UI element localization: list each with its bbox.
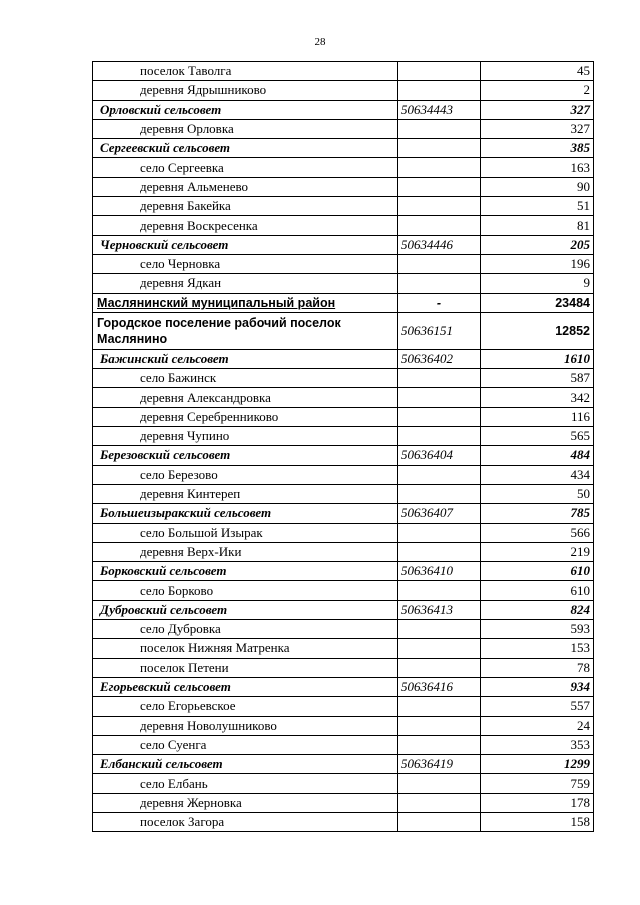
oktmo-code — [398, 542, 481, 561]
settlement-row — [93, 274, 594, 293]
population-table — [92, 61, 594, 832]
settlement-row — [93, 581, 594, 600]
settlement-name: село Березово — [93, 465, 398, 484]
settlement-row — [93, 158, 594, 177]
council-row — [93, 446, 594, 465]
oktmo-code — [398, 812, 481, 831]
oktmo-code — [398, 774, 481, 793]
oktmo-code — [398, 427, 481, 446]
oktmo-code — [398, 697, 481, 716]
settlement-row — [93, 62, 594, 81]
settlement-row — [93, 658, 594, 677]
oktmo-code — [398, 388, 481, 407]
oktmo-code — [398, 484, 481, 503]
population-value: 196 — [481, 254, 594, 273]
population-value: 1299 — [481, 755, 594, 774]
council-row — [93, 504, 594, 523]
oktmo-code — [398, 369, 481, 388]
population-value: 327 — [481, 100, 594, 119]
page-number: 28 — [314, 36, 326, 48]
settlement-row — [93, 735, 594, 754]
population-value: 1610 — [481, 349, 594, 368]
settlement-row — [93, 427, 594, 446]
settlement-row — [93, 523, 594, 542]
population-value: 24 — [481, 716, 594, 735]
settlement-name: деревня Серебренниково — [93, 407, 398, 426]
settlement-name: деревня Жерновка — [93, 793, 398, 812]
settlement-name: деревня Новолушниково — [93, 716, 398, 735]
oktmo-code — [398, 216, 481, 235]
population-value: 385 — [481, 139, 594, 158]
oktmo-code: 50636416 — [398, 677, 481, 696]
population-value: 610 — [481, 562, 594, 581]
population-value: 2 — [481, 81, 594, 100]
settlement-name: деревня Альменево — [93, 177, 398, 196]
oktmo-code — [398, 158, 481, 177]
population-value: 9 — [481, 274, 594, 293]
settlement-name: село Бажинск — [93, 369, 398, 388]
settlement-name: село Егорьевское — [93, 697, 398, 716]
settlement-name: село Борково — [93, 581, 398, 600]
population-value: 45 — [481, 62, 594, 81]
settlement-name: деревня Орловка — [93, 119, 398, 138]
oktmo-code: 50636419 — [398, 755, 481, 774]
council-row — [93, 349, 594, 368]
population-value: 342 — [481, 388, 594, 407]
population-value: 353 — [481, 735, 594, 754]
population-value: 90 — [481, 177, 594, 196]
population-value: 163 — [481, 158, 594, 177]
settlement-name: село Сергеевка — [93, 158, 398, 177]
settlement-row — [93, 81, 594, 100]
settlement-row — [93, 774, 594, 793]
district-row — [93, 293, 594, 312]
settlement-name: поселок Загора — [93, 812, 398, 831]
settlement-row — [93, 639, 594, 658]
settlement-row — [93, 197, 594, 216]
population-value: 153 — [481, 639, 594, 658]
council-name: Бажинский сельсовет — [93, 349, 398, 368]
council-row — [93, 139, 594, 158]
settlement-row — [93, 119, 594, 138]
oktmo-code: 50636402 — [398, 349, 481, 368]
settlement-name: деревня Верх-Ики — [93, 542, 398, 561]
oktmo-code — [398, 407, 481, 426]
population-value: 116 — [481, 407, 594, 426]
oktmo-code — [398, 274, 481, 293]
population-value: 824 — [481, 600, 594, 619]
oktmo-code — [398, 119, 481, 138]
oktmo-code — [398, 254, 481, 273]
council-name: Дубровский сельсовет — [93, 600, 398, 619]
oktmo-code: - — [398, 293, 481, 312]
population-value: 51 — [481, 197, 594, 216]
council-name: Большеизыракский сельсовет — [93, 504, 398, 523]
urban-settlement-name: Городское поселение рабочий поселок Маслянино — [93, 312, 398, 349]
council-name: Борковский сельсовет — [93, 562, 398, 581]
settlement-name: деревня Александровка — [93, 388, 398, 407]
council-row — [93, 562, 594, 581]
settlement-name: село Суенга — [93, 735, 398, 754]
population-value: 759 — [481, 774, 594, 793]
settlement-row — [93, 620, 594, 639]
population-value: 565 — [481, 427, 594, 446]
district-name: Маслянинский муниципальный район — [93, 293, 398, 312]
population-value: 484 — [481, 446, 594, 465]
settlement-row — [93, 793, 594, 812]
council-name: Орловский сельсовет — [93, 100, 398, 119]
council-row — [93, 677, 594, 696]
oktmo-code — [398, 177, 481, 196]
settlement-row — [93, 407, 594, 426]
settlement-row — [93, 812, 594, 831]
population-value: 557 — [481, 697, 594, 716]
population-value: 205 — [481, 235, 594, 254]
population-value: 934 — [481, 677, 594, 696]
oktmo-code: 50634443 — [398, 100, 481, 119]
population-value: 434 — [481, 465, 594, 484]
settlement-row — [93, 388, 594, 407]
settlement-row — [93, 254, 594, 273]
oktmo-code — [398, 639, 481, 658]
settlement-name: деревня Чупино — [93, 427, 398, 446]
settlement-name: деревня Бакейка — [93, 197, 398, 216]
settlement-name: деревня Воскресенка — [93, 216, 398, 235]
settlement-row — [93, 697, 594, 716]
urban-row — [93, 312, 594, 349]
population-value: 587 — [481, 369, 594, 388]
council-name: Березовский сельсовет — [93, 446, 398, 465]
oktmo-code — [398, 62, 481, 81]
settlement-row — [93, 484, 594, 503]
population-value: 219 — [481, 542, 594, 561]
settlement-row — [93, 216, 594, 235]
population-value: 158 — [481, 812, 594, 831]
population-value: 81 — [481, 216, 594, 235]
settlement-name: село Елбань — [93, 774, 398, 793]
oktmo-code — [398, 581, 481, 600]
council-name: Сергеевский сельсовет — [93, 139, 398, 158]
council-row — [93, 235, 594, 254]
settlement-name: село Черновка — [93, 254, 398, 273]
council-row — [93, 600, 594, 619]
council-name: Егорьевский сельсовет — [93, 677, 398, 696]
settlement-name: поселок Петени — [93, 658, 398, 677]
settlement-name: село Дубровка — [93, 620, 398, 639]
council-row — [93, 100, 594, 119]
population-value: 78 — [481, 658, 594, 677]
oktmo-code — [398, 716, 481, 735]
oktmo-code — [398, 139, 481, 158]
council-name: Черновский сельсовет — [93, 235, 398, 254]
oktmo-code — [398, 197, 481, 216]
settlement-name: поселок Таволга — [93, 62, 398, 81]
population-value: 50 — [481, 484, 594, 503]
population-value: 785 — [481, 504, 594, 523]
oktmo-code: 50636407 — [398, 504, 481, 523]
settlement-row — [93, 542, 594, 561]
oktmo-code — [398, 465, 481, 484]
council-name: Елбанский сельсовет — [93, 755, 398, 774]
oktmo-code: 50634446 — [398, 235, 481, 254]
population-value: 593 — [481, 620, 594, 639]
population-value: 12852 — [481, 312, 594, 349]
settlement-row — [93, 716, 594, 735]
oktmo-code — [398, 793, 481, 812]
population-value: 566 — [481, 523, 594, 542]
table-body — [93, 62, 594, 832]
settlement-name: деревня Кинтереп — [93, 484, 398, 503]
council-row — [93, 755, 594, 774]
population-value: 23484 — [481, 293, 594, 312]
settlement-row — [93, 177, 594, 196]
settlement-row — [93, 369, 594, 388]
population-value: 178 — [481, 793, 594, 812]
settlement-name: деревня Ядрышниково — [93, 81, 398, 100]
settlement-name: деревня Ядкан — [93, 274, 398, 293]
settlement-name: поселок Нижняя Матренка — [93, 639, 398, 658]
oktmo-code — [398, 523, 481, 542]
settlement-name: село Большой Изырак — [93, 523, 398, 542]
population-value: 610 — [481, 581, 594, 600]
oktmo-code — [398, 620, 481, 639]
oktmo-code: 50636404 — [398, 446, 481, 465]
population-value: 327 — [481, 119, 594, 138]
oktmo-code: 50636413 — [398, 600, 481, 619]
oktmo-code — [398, 658, 481, 677]
oktmo-code: 50636151 — [398, 312, 481, 349]
oktmo-code — [398, 735, 481, 754]
oktmo-code: 50636410 — [398, 562, 481, 581]
oktmo-code — [398, 81, 481, 100]
settlement-row — [93, 465, 594, 484]
